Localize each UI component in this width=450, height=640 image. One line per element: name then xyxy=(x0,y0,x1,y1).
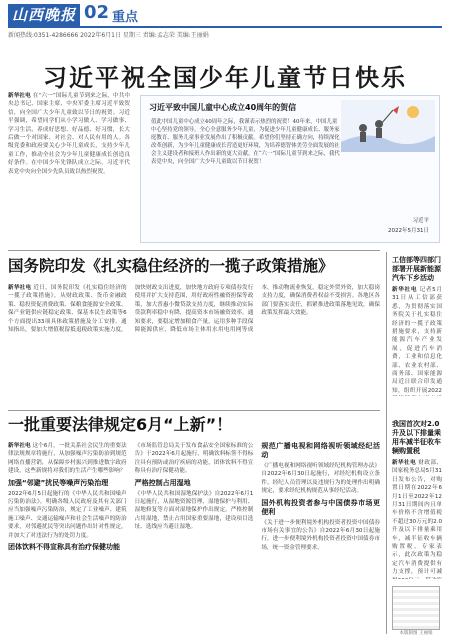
children-illustration xyxy=(341,100,435,152)
sidebar1-byline: 新华社电 xyxy=(392,287,418,293)
story3-subhead: 严格控制占用湿地 xyxy=(134,478,191,487)
story3-intro: 这个6月，一批关系社会民生的重要法律法规规章将施行，从加强噪声污染防治到规范网络直播营销，从保障乡村振兴到推进数字政府建设，这些新规将对我们的生活产生哪些影响？ xyxy=(8,443,127,475)
masthead-rule xyxy=(8,26,442,28)
sidebar-story1 xyxy=(392,256,442,416)
sidebar1-article xyxy=(392,286,442,396)
section-divider xyxy=(8,250,380,251)
story3-subhead: 国外机构投资者参与中国债券市场更便利 xyxy=(261,498,380,516)
column-divider xyxy=(386,252,387,634)
newspaper-logo: 山西晚报 xyxy=(8,4,80,26)
sidebar2-article xyxy=(392,459,442,579)
lead-article xyxy=(8,92,130,242)
story3-paragraph: 2022年6月5日起施行的《中华人民共和国噪声污染防治法》，明确各级人民政府及其有关部门应当加强噪声污染防治，规定了工业噪声、建筑施工噪声、交通运输噪声和社会生活噪声的防治要求，对邻避扰民等突出问题作出针对性规定，并加大了对违法行为的处罚力度。 xyxy=(8,490,127,539)
masthead-meta: 新闻热线:0351-4286666 2022年6月1日 星期三 责编:孟志荣 美编:王丽娟 xyxy=(8,32,209,39)
letter-title: 习近平致中国儿童中心成立40周年的贺信 xyxy=(149,103,297,112)
page-number: 02 xyxy=(84,2,110,23)
sidebar2-title: 我国首次对2.0升及以下排量乘用车减半征收车辆购置税 xyxy=(392,420,441,455)
lead-headline: 习近平祝全国少年儿童节日快乐 xyxy=(43,64,407,92)
letter-body: 值此中国儿童中心成立40周年之际，我谨表示热烈的祝贺！40年来，中国儿童中心坚持党的领导，全心全意服务少年儿童，为促进少年儿童健康成长、服务家庭教育、服务儿童事业发展作出了积极贡献。希望你们坚持正确方向，持续深化改革创新，为少年儿童健康成长营造更好环境，为培养德智体美劳全面发展的社会主义建设者和接班人作出新的更大贡献。在“六一”国际儿童节到来之际，我代表党中央，向全国广大少年儿童致以节日祝贺！ xyxy=(151,119,340,165)
story3-article xyxy=(8,442,380,634)
lead-byline: 新华社电 xyxy=(8,93,31,99)
story2-body: 近日，国务院印发《扎实稳住经济的一揽子政策措施》，从财政政策、货币金融政策、稳投资促消费政策、保粮食能源安全政策、保产业链供应链稳定政策、保基本民生政策等6个方面提出33项具体政策措施及分工安排。通知指出，要加大增值税留抵退税政策实施力度，加快财政支出进度，加快地方政府专项债券发行使用并扩大支持范围，用好政府性融资担保等政策，加大普惠小微贷款支持力度，继续推动实际贷款利率稳中有降，提高资本市场融资效率。通知要求，要稳定增加粮食产量，运用多种手段保障能源供应，降低市场主体用水用电用网等成本，推动物流业恢复，稳定外贸外资，加大稳岗支持力度，确保消费者权益不受损害。各地区各部门要落实责任，抓紧推进政策落地见效，确保政策发挥最大效能。 xyxy=(8,285,380,334)
story3-subhead: 团体饮料不得宣称具有治疗保健功能 xyxy=(8,543,120,552)
story2-headline: 国务院印发《扎实稳住经济的一揽子政策措施》 xyxy=(8,257,334,275)
story3-byline: 新华社电 xyxy=(8,443,31,449)
story2-article xyxy=(8,284,380,404)
story3-paragraph: 《广播电视和网络视听领域经纪机构管理办法》自2022年6月30日起施行，对经纪机构设立条件、经纪人员管理以及违规行为的处理作出明确规定，要求经纪机构规范从事经纪活动。 xyxy=(261,463,380,495)
story3-paragraph: 《关于进一步便利境外机构投资者投资中国债券市场有关事宜的公告》自2022年6月30日起施行，进一步便利境外机构投资者投资中国债券市场，统一资金管理要求。 xyxy=(261,519,380,551)
lead-body: 在“六一”国际儿童节到来之际，中共中央总书记、国家主席、中央军委主席习近平致贺信，向全国广大少年儿童致以节日的祝贺。习近平强调，希望同学们从小学习做人、学习做事、学习生活，养成好思想、好品德、好习惯，长大后做一个对国家、对社会、对人民有用的人。各级党委和政府要关心少年儿童成长，支持少年儿童工作，推动全社会为少年儿童健康成长创造良好条件。在中国少年先锋队成立之际，习近平代表党中央向全国少先队员致以热烈祝贺。 xyxy=(8,93,130,175)
sidebar1-title: 工信部等四部门部署开展新能源汽车下乡活动 xyxy=(392,256,441,282)
letter-date: 2022年5月31日 xyxy=(388,228,429,234)
story2-byline: 新华社电 xyxy=(8,285,32,291)
sidebar1-body: 记者5月31日从工信部获悉，为贯彻落实国务院关于扎实稳住经济的一揽子政策措施要求，支持新能源汽车产业发展，促进汽车消费，工业和信息化部、农业农村部、商务部、国家能源局近日联合印发通知，组织开展2022 xyxy=(392,287,442,394)
story3-subhead: 规范广播电视和网络视听领域经纪活动 xyxy=(261,442,380,459)
story3-headline: 一批重要法律规定6月“上新”！ xyxy=(8,415,233,434)
sidebar2-body: 财政部、国家税务总局5月31日发布公告，对购置日期在2022年6月1日至2022年12月31日期间内且单车价格不含增值税不超过30万元的2.0升及以下排量乘用车，减半征收车辆购置税。专家表示，此次政策为稳定汽车消费提供有力支撑，预计可减 xyxy=(392,460,442,576)
masthead xyxy=(0,0,450,40)
section-title: 重点 xyxy=(112,10,139,25)
sidebar2-byline: 新华社电 xyxy=(392,460,417,466)
story3-subhead: 加强“邻避”扰民等噪声污染治理 xyxy=(8,478,109,487)
photo-caption: 本版制图 王丽娟 xyxy=(399,631,433,636)
congratulatory-letter-box xyxy=(140,95,440,243)
sidebar-photo xyxy=(392,586,440,630)
section-divider xyxy=(8,410,380,411)
sidebar-story2 xyxy=(392,420,442,584)
story3-paragraph: 《市场监管总局关于发布食品安全国家标准的公告》于2022年6月起施行，明确饮料标签不得标注具有预防或治疗疾病的功能，团体饮料不得宣称具有治疗保健功能。 xyxy=(134,443,254,475)
story3-paragraph: 《中华人民共和国湿地保护法》自2022年6月1日起施行，从湿地资源管理、湿地保护与利用、湿地修复等方面对湿地保护作出规定。严格控制占用湿地，禁止占用国家重要湿地，建设项目选址、选线应当避让湿地。 xyxy=(134,490,254,531)
letter-signature: 习近平 xyxy=(412,218,429,224)
